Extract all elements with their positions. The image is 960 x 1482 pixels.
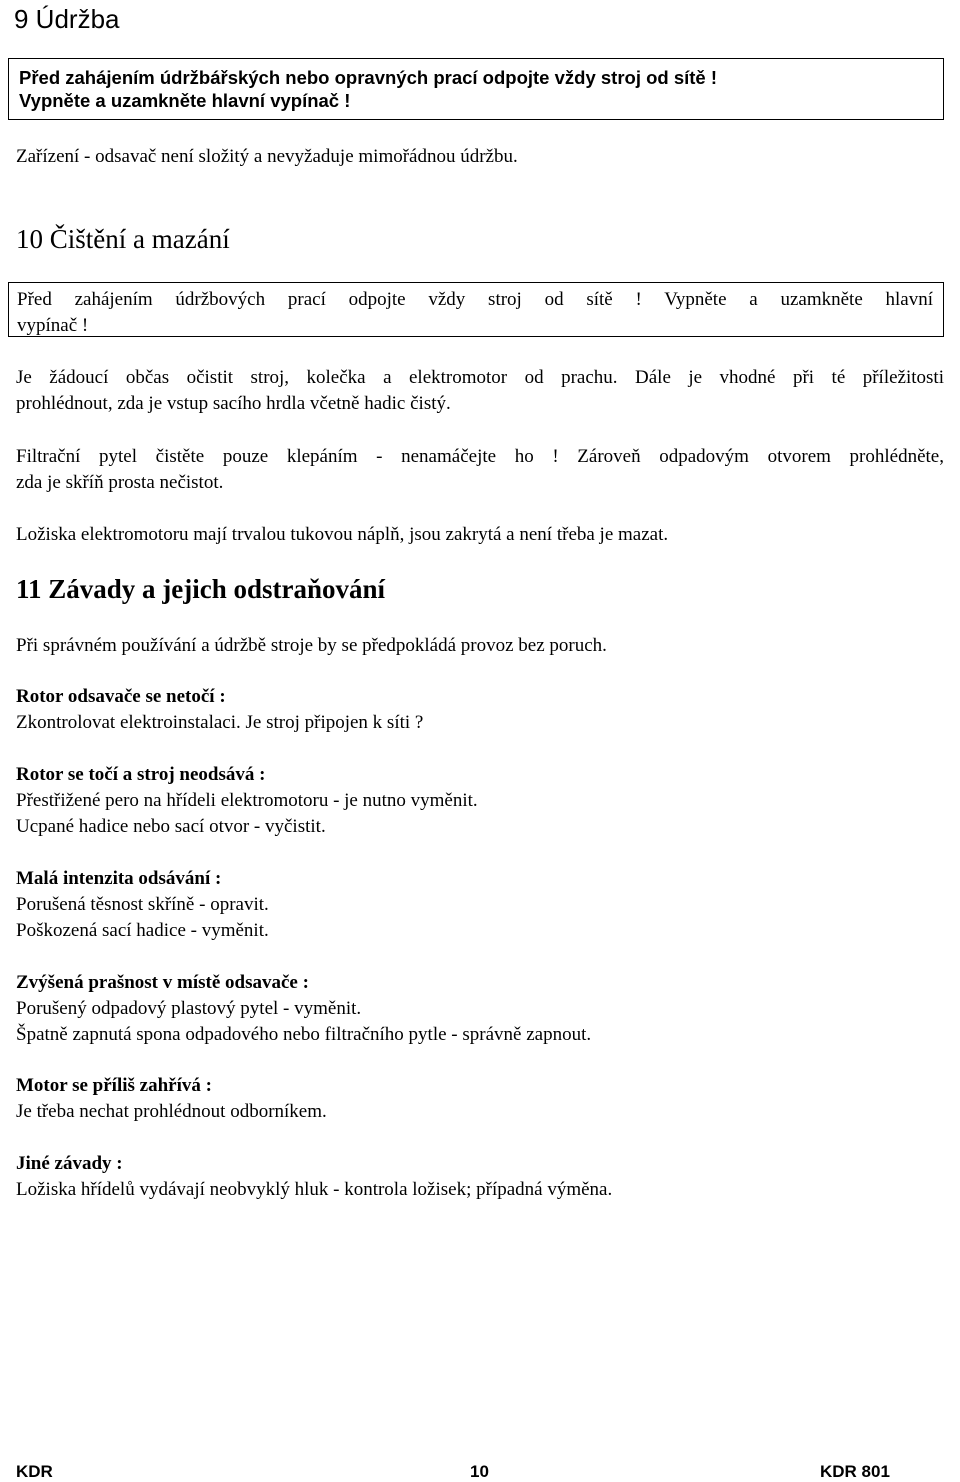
page-number: 10 <box>470 1462 489 1481</box>
fault-remedy: Zkontrolovat elektroinstalaci. Je stroj připojen k síti ? <box>16 712 424 733</box>
warning-line: Před zahájením údržbářských nebo opravných prací odpojte vždy stroj od sítě ! <box>19 67 718 88</box>
footer-left: KDR <box>16 1462 53 1481</box>
maintenance-note: Zařízení - odsavač není složitý a nevyžaduje mimořádnou údržbu. <box>16 146 518 167</box>
fault-remedy: Je třeba nechat prohlédnout odborníkem. <box>16 1101 327 1122</box>
cleaning-paragraph-line: prohlédnout, zda je vstup sacího hrdla včetně hadic čistý. <box>16 393 451 414</box>
fault-remedy: Ucpané hadice nebo sací otvor - vyčistit. <box>16 816 326 837</box>
cleaning-paragraph-line: Je žádoucí občas očistit stroj, kolečka a elektromotor od prachu. Dále je vhodné při té příležitosti <box>16 367 944 388</box>
fault-title: Motor se příliš zahřívá : <box>16 1075 212 1096</box>
footer-right: KDR 801 <box>820 1462 890 1481</box>
fault-title: Jiné závady : <box>16 1153 123 1174</box>
faults-intro: Při správném používání a údržbě stroje by se předpokládá provoz bez poruch. <box>16 635 607 656</box>
warning-line: vypínač ! <box>17 315 89 336</box>
fault-remedy: Ložiska hřídelů vydávají neobvyklý hluk - kontrola ložisek; případná výměna. <box>16 1179 613 1200</box>
fault-remedy: Špatně zapnutá spona odpadového nebo filtračního pytle - správně zapnout. <box>16 1024 592 1045</box>
fault-title: Rotor se točí a stroj neodsává : <box>16 764 266 785</box>
fault-title: Malá intenzita odsávání : <box>16 868 222 889</box>
section-10-heading: 10 Čištění a mazání <box>16 224 230 254</box>
fault-title: Rotor odsavače se netočí : <box>16 686 226 707</box>
warning-line: Před zahájením údržbových prací odpojte vždy stroj od sítě ! Vypněte a uzamkněte hlavní <box>17 289 933 310</box>
section-11-heading: 11 Závady a jejich odstraňování <box>16 574 386 604</box>
warning-line: Vypněte a uzamkněte hlavní vypínač ! <box>19 90 351 111</box>
bearings-paragraph: Ložiska elektromotoru mají trvalou tukovou náplň, jsou zakrytá a není třeba je mazat. <box>16 524 669 545</box>
cleaning-warning-box <box>8 282 944 337</box>
fault-remedy: Poškozená sací hadice - vyměnit. <box>16 920 269 941</box>
maintenance-warning-box <box>8 58 944 120</box>
fault-remedy: Porušená těsnost skříně - opravit. <box>16 894 269 915</box>
section-9-heading: 9 Údržba <box>14 4 120 34</box>
fault-remedy: Porušený odpadový plastový pytel - vyměnit. <box>16 998 362 1019</box>
fault-title: Zvýšená prašnost v místě odsavače : <box>16 972 309 993</box>
filter-paragraph-line: Filtrační pytel čistěte pouze klepáním - nenamáčejte ho ! Zároveň odpadovým otvorem prohlédněte, <box>16 446 944 467</box>
filter-paragraph-line: zda je skříň prosta nečistot. <box>16 472 224 493</box>
fault-remedy: Přestřižené pero na hřídeli elektromotoru - je nutno vyměnit. <box>16 790 478 811</box>
